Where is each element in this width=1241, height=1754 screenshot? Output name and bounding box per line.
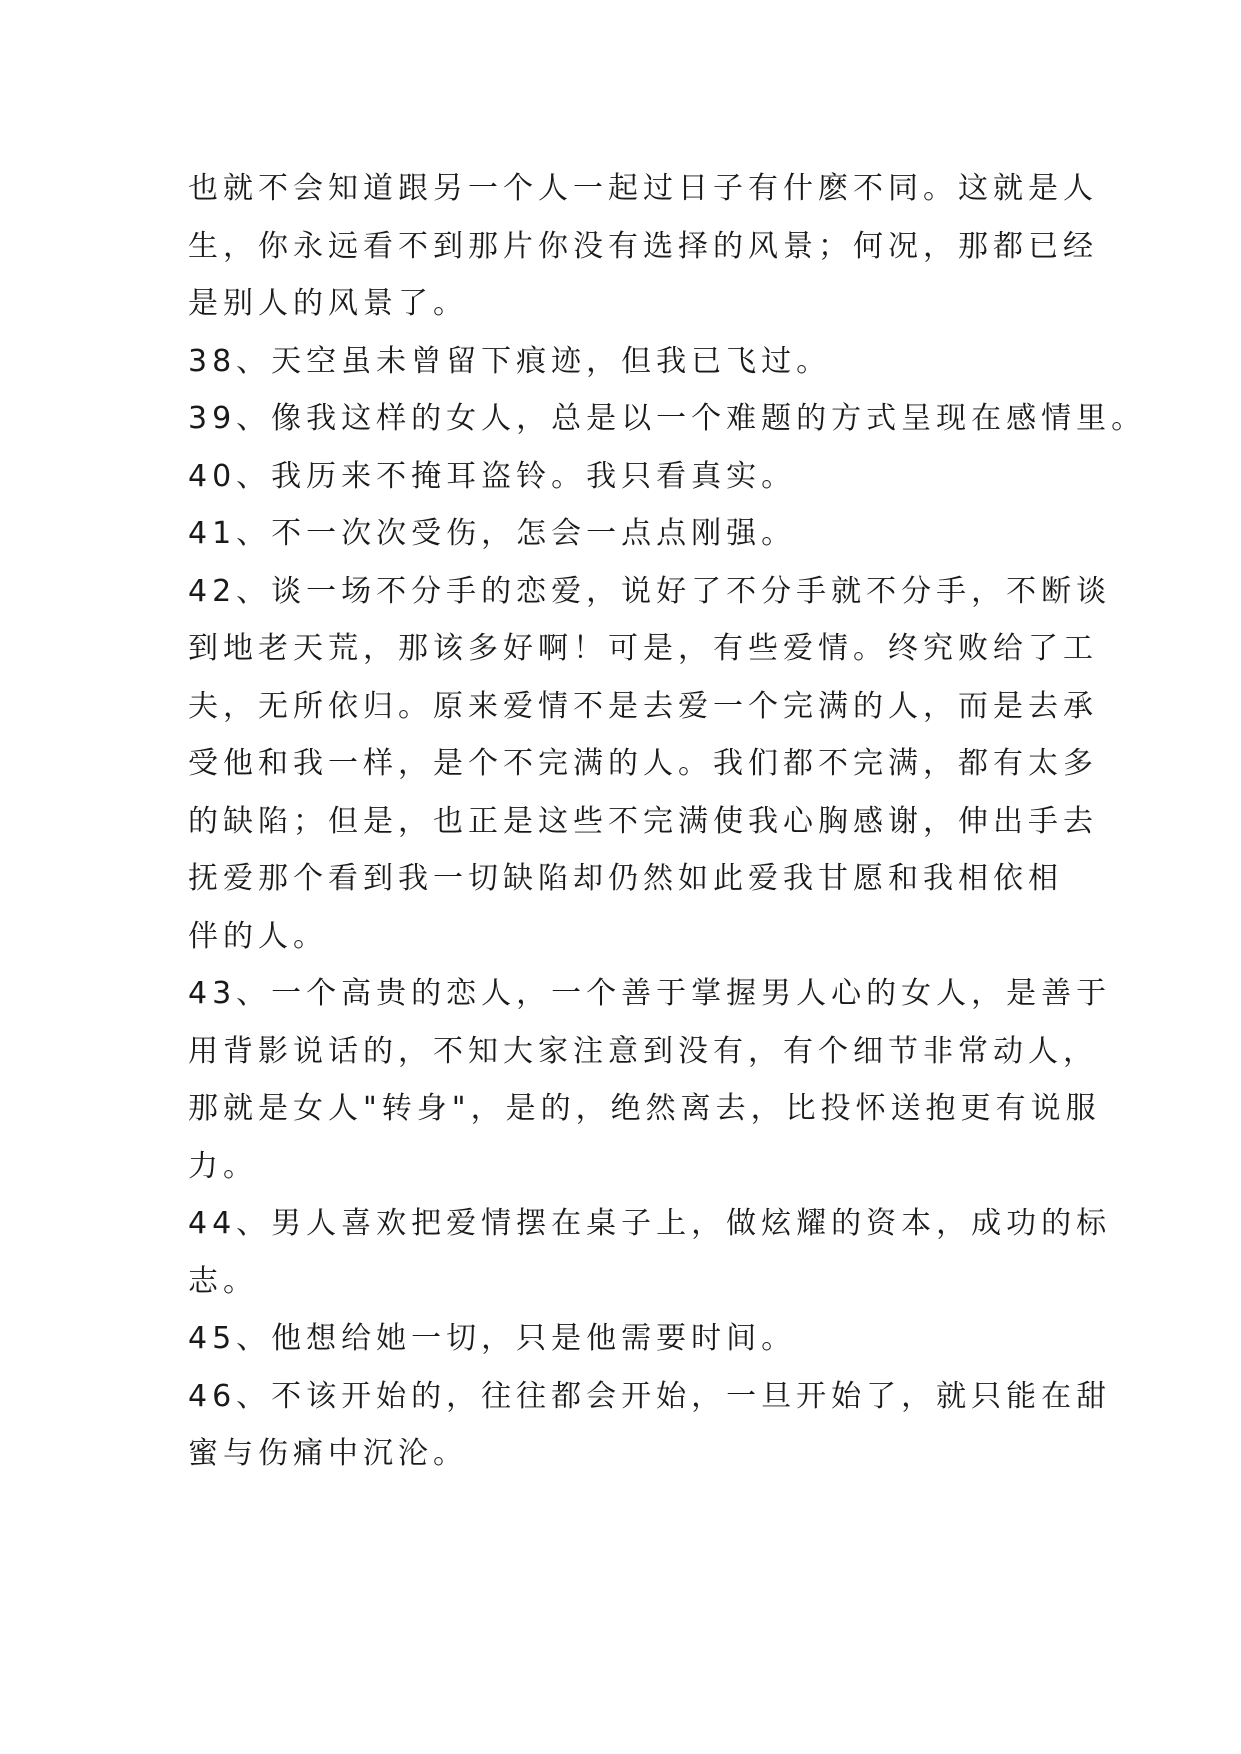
text-line: 到地老天荒，那该多好啊！可是，有些爱情。终究败给了工 <box>188 631 1098 666</box>
text-line: 夫，无所依归。原来爱情不是去爱一个完满的人，而是去承 <box>188 688 1098 724</box>
text-line: 39、像我这样的女人，总是以一个难题的方式呈现在感情里。 <box>188 401 1147 436</box>
text-line: 38、天空虽未曾留下痕迹，但我已飞过。 <box>188 343 832 379</box>
text-line: 蜜与伤痛中沉沦。 <box>188 1436 468 1471</box>
text-line: 40、我历来不掩耳盗铃。我只看真实。 <box>188 458 797 494</box>
text-line: 也就不会知道跟另一个人一起过日子有什麽不同。这就是人 <box>188 171 1098 206</box>
text-line: 那就是女人"转身"，是的，绝然离去，比投怀送抱更有说服 <box>188 1091 1101 1126</box>
text-line: 受他和我一样，是个不完满的人。我们都不完满，都有太多 <box>188 746 1098 781</box>
text-line: 46、不该开始的，往往都会开始，一旦开始了，就只能在甜 <box>188 1378 1112 1414</box>
text-line: 的缺陷；但是，也正是这些不完满使我心胸感谢，伸出手去 <box>188 803 1098 839</box>
text-line: 用背影说话的，不知大家注意到没有，有个细节非常动人， <box>188 1033 1098 1069</box>
text-line: 45、他想给她一切，只是他需要时间。 <box>188 1321 797 1356</box>
text-line: 是别人的风景了。 <box>188 286 468 321</box>
text-line: 伴的人。 <box>188 918 328 954</box>
text-line: 抚爱那个看到我一切缺陷却仍然如此爱我甘愿和我相依相 <box>188 861 1063 896</box>
text-line: 生，你永远看不到那片你没有选择的风景；何况，那都已经 <box>188 228 1098 264</box>
text-line: 志。 <box>188 1263 258 1299</box>
text-line: 力。 <box>188 1148 258 1184</box>
document-body <box>188 160 1147 1483</box>
text-line: 44、男人喜欢把爱情摆在桌子上，做炫耀的资本，成功的标 <box>188 1206 1112 1241</box>
text-line: 42、谈一场不分手的恋爱，说好了不分手就不分手，不断谈 <box>188 573 1112 609</box>
text-line: 41、不一次次受伤，怎会一点点刚强。 <box>188 516 797 551</box>
text-line: 43、一个高贵的恋人，一个善于掌握男人心的女人，是善于 <box>188 976 1112 1011</box>
